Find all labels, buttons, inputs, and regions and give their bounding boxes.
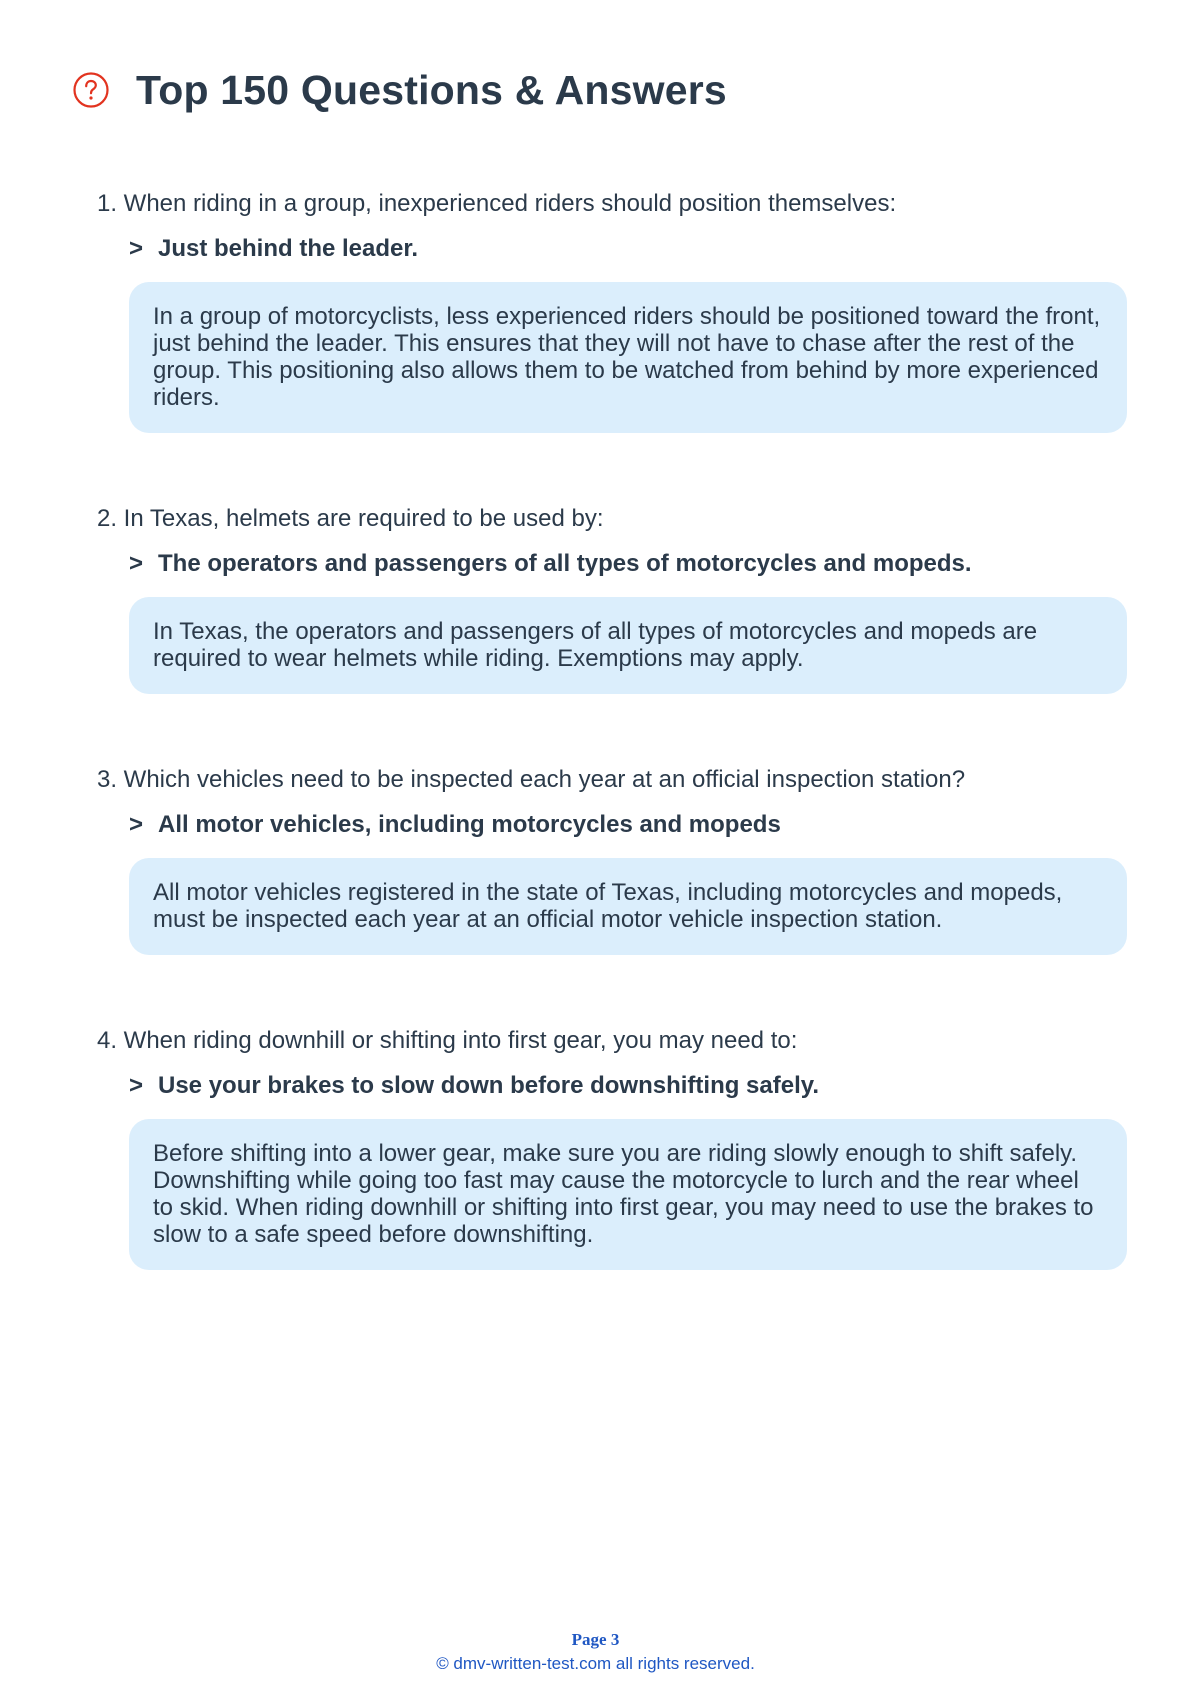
page-header [72, 62, 727, 118]
copyright-link[interactable]: © dmv-written-test.com all rights reserved. [436, 1654, 755, 1673]
question-block-1 [97, 189, 1127, 433]
page-number: Page 3 [571, 1630, 620, 1649]
answer-text [129, 810, 1127, 840]
explanation-box: In Texas, the operators and passengers of all types of motorcycles and mopeds are required to wear helmets while riding. Exemptions may apply. [129, 597, 1127, 694]
explanation-box: All motor vehicles registered in the state of Texas, including motorcycles and mopeds, must be inspected each year at an official motor vehicle inspection station. [129, 858, 1127, 955]
answer-label: All motor vehicles, including motorcycles and mopeds [158, 811, 781, 838]
explanation-box: Before shifting into a lower gear, make sure you are riding slowly enough to shift safely. Downshifting while going too fast may cause the motorcycle to lurch and the rear wheel to skid. When riding downhill or shifting into first gear, you may need to use the brakes to slow to a safe speed before downshifting. [129, 1119, 1127, 1270]
page-title: Top 150 Questions & Answers [136, 66, 727, 113]
answer-label: The operators and passengers of all types of motorcycles and mopeds. [158, 550, 972, 577]
question-text: 3. Which vehicles need to be inspected each year at an official inspection station? [97, 766, 966, 793]
question-block-3 [97, 765, 1127, 955]
explanation-box: In a group of motorcyclists, less experienced riders should be positioned toward the front, just behind the leader. This ensures that they will not have to chase after the rest of the group. This positioning also allows them to be watched from behind by more experienced riders. [129, 282, 1127, 433]
answer-text [129, 1071, 1127, 1101]
page-footer [0, 1629, 1191, 1675]
question-block-4 [97, 1026, 1127, 1270]
chevron-right-icon: > [129, 550, 144, 577]
chevron-right-icon: > [129, 1072, 144, 1099]
question-text: 2. In Texas, helmets are required to be used by: [97, 505, 604, 532]
question-text: 1. When riding in a group, inexperienced riders should position themselves: [97, 190, 897, 217]
answer-label: Just behind the leader. [158, 235, 419, 262]
question-circle-icon [72, 71, 110, 109]
chevron-right-icon: > [129, 235, 144, 262]
question-text: 4. When riding downhill or shifting into first gear, you may need to: [97, 1027, 798, 1054]
question-block-2 [97, 504, 1127, 694]
answer-text [129, 234, 1127, 264]
answer-text [129, 549, 1127, 579]
chevron-right-icon: > [129, 811, 144, 838]
answer-label: Use your brakes to slow down before downshifting safely. [158, 1072, 819, 1099]
